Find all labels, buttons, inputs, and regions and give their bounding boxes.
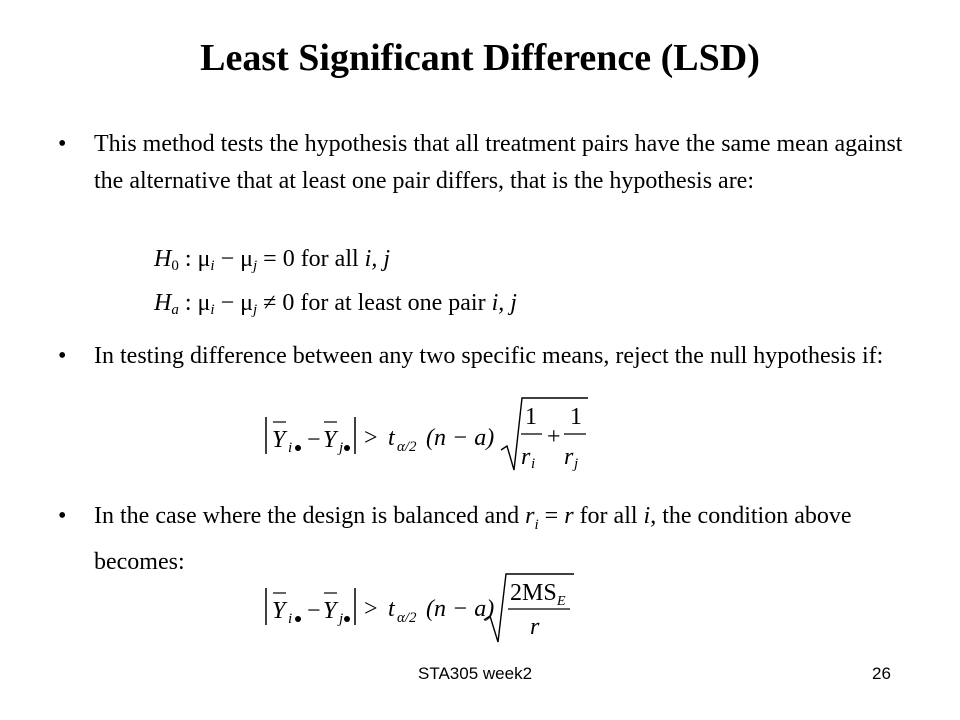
svg-text:j: j bbox=[574, 456, 579, 472]
bullet-dot: • bbox=[58, 131, 67, 157]
bullet-2-text: In testing difference between any two specific means, reject the null hypothesis if: bbox=[94, 343, 884, 369]
svg-text:(n − a): (n − a) bbox=[426, 596, 495, 622]
svg-text:Y: Y bbox=[323, 598, 337, 624]
svg-text:r: r bbox=[530, 614, 540, 640]
svg-text:Y: Y bbox=[272, 598, 286, 624]
svg-text:i: i bbox=[288, 440, 293, 456]
svg-text:α/2: α/2 bbox=[397, 439, 417, 455]
svg-text:r: r bbox=[521, 444, 531, 470]
bullet-dot: • bbox=[58, 503, 67, 529]
svg-text:(n − a): (n − a) bbox=[426, 425, 495, 451]
svg-text:i: i bbox=[531, 456, 536, 472]
page-number: 26 bbox=[872, 664, 891, 683]
svg-text:1: 1 bbox=[525, 404, 537, 430]
svg-text:+: + bbox=[547, 424, 561, 450]
bullet-3-text: In the case where the design is balanced and $r_i = r$ for all i, the condition above becomes: bbox=[94, 503, 852, 575]
svg-text:i: i bbox=[288, 611, 293, 627]
svg-text:t: t bbox=[388, 596, 395, 622]
bullet-dot: • bbox=[58, 343, 67, 369]
slide-title: Least Significant Difference (LSD) bbox=[200, 37, 760, 79]
svg-text:−: − bbox=[307, 427, 321, 453]
svg-text:j: j bbox=[339, 440, 344, 456]
bullet-1-text: This method tests the hypothesis that all treatment pairs have the same mean against the alternative that at least one pair differs, that is the hypothesis are: bbox=[94, 131, 903, 194]
bullet-2 bbox=[58, 338, 918, 375]
alternative-hypothesis: $H_a$ : $\mu_i - \mu_j \ne 0$ for at least one pair i, j bbox=[154, 290, 517, 318]
svg-text:Y: Y bbox=[272, 427, 286, 453]
lsd-formula-balanced bbox=[258, 570, 578, 646]
lsd-formula-unequal bbox=[258, 392, 588, 480]
null-hypothesis: $H_0$ : $\mu_i - \mu_j = 0$ for all i, j bbox=[154, 246, 391, 274]
svg-text:r: r bbox=[564, 444, 574, 470]
svg-text:E: E bbox=[557, 594, 566, 609]
bullet-1 bbox=[58, 126, 918, 200]
svg-text:2MS: 2MS bbox=[510, 580, 557, 606]
svg-text:−: − bbox=[307, 598, 321, 624]
svg-text:1: 1 bbox=[570, 404, 582, 430]
svg-text:Y: Y bbox=[323, 427, 337, 453]
svg-text:j: j bbox=[339, 611, 344, 627]
svg-text:α/2: α/2 bbox=[397, 610, 417, 626]
svg-text:t: t bbox=[388, 425, 395, 451]
footer-label: STA305 week2 bbox=[418, 664, 533, 683]
svg-text:>: > bbox=[364, 596, 378, 622]
svg-text:>: > bbox=[364, 425, 378, 451]
bullet-3 bbox=[58, 498, 918, 581]
